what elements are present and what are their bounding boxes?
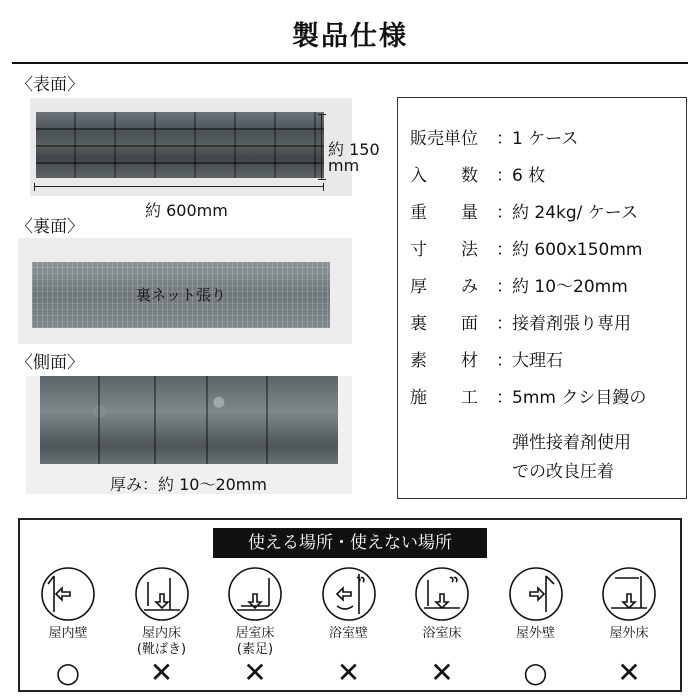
height-dimension-value: 約 150 bbox=[328, 140, 380, 159]
usage-place-label bbox=[402, 626, 482, 658]
spec-value: 約 600x150mm bbox=[512, 240, 643, 260]
usage-place-label bbox=[589, 626, 669, 658]
back-face-photo bbox=[18, 238, 352, 344]
spec-key: 施 工 bbox=[410, 388, 478, 408]
indoor-floor-shoes-icon bbox=[134, 566, 190, 622]
spec-key: 入 数 bbox=[410, 166, 478, 186]
spec-row bbox=[410, 309, 631, 334]
back-section-label: 〈裏面〉 bbox=[16, 217, 84, 237]
spec-row bbox=[410, 346, 563, 371]
usage-title: 使える場所・使えない場所 bbox=[213, 528, 487, 558]
spec-key: 寸 法 bbox=[410, 240, 478, 260]
usage-place bbox=[28, 566, 108, 688]
height-dimension-line bbox=[321, 114, 322, 180]
back-net-label: 裏ネット張り bbox=[135, 286, 226, 304]
usage-place bbox=[122, 566, 202, 688]
front-face-photo bbox=[30, 98, 352, 196]
spec-value-continuation: での改良圧着 bbox=[512, 462, 614, 482]
spec-key: 素 材 bbox=[410, 351, 478, 371]
stone-side-image bbox=[40, 376, 338, 464]
spec-key: 重 量 bbox=[410, 203, 478, 223]
side-face-photo bbox=[26, 376, 352, 494]
usage-place-label bbox=[215, 626, 295, 658]
spec-separator: ： bbox=[496, 129, 513, 149]
usage-place-name: 屋外壁 bbox=[515, 626, 555, 641]
spec-separator: ： bbox=[496, 277, 513, 297]
bathroom-floor-icon bbox=[414, 566, 470, 622]
spec-row bbox=[410, 198, 638, 223]
outdoor-wall-icon bbox=[508, 566, 564, 622]
spec-row bbox=[410, 272, 628, 297]
usage-place-label bbox=[309, 626, 389, 658]
usage-place bbox=[215, 566, 295, 688]
spec-key: 厚 み bbox=[410, 277, 478, 297]
usage-place bbox=[589, 566, 669, 688]
usage-place bbox=[496, 566, 576, 688]
spec-row bbox=[410, 383, 646, 408]
not-usable-mark: ✕ bbox=[617, 656, 641, 689]
spec-separator: ： bbox=[496, 388, 513, 408]
usage-place-label bbox=[28, 626, 108, 658]
usage-place-name: 浴室床 bbox=[422, 626, 462, 641]
spec-separator: ： bbox=[496, 314, 513, 334]
spec-key: 販売単位 bbox=[410, 129, 478, 149]
bathroom-wall-icon bbox=[321, 566, 377, 622]
usable-mark: ○ bbox=[55, 656, 81, 689]
not-usable-mark: ✕ bbox=[430, 656, 454, 689]
usage-place-subtitle: (素足) bbox=[236, 642, 274, 657]
title-divider bbox=[12, 62, 688, 64]
outdoor-floor-icon bbox=[601, 566, 657, 622]
thickness-label: 厚み：約 10〜20mm bbox=[106, 472, 271, 494]
stone-front-image bbox=[36, 112, 324, 178]
spec-row bbox=[410, 161, 545, 186]
spec-separator: ： bbox=[496, 203, 513, 223]
spec-value: 約 10〜20mm bbox=[512, 277, 628, 297]
spec-separator: ： bbox=[496, 351, 513, 371]
usage-place-name: 居室床 bbox=[235, 626, 275, 641]
usage-place-label bbox=[496, 626, 576, 658]
spec-row bbox=[410, 235, 642, 260]
usage-place bbox=[309, 566, 389, 688]
width-dimension-value: 約 600mm bbox=[145, 201, 228, 220]
height-dimension-unit: mm bbox=[328, 156, 360, 175]
usage-place bbox=[402, 566, 482, 688]
spec-value: 5mm クシ目鏝の bbox=[512, 388, 647, 408]
spec-value: 6 枚 bbox=[512, 166, 546, 186]
usable-mark: ○ bbox=[523, 656, 548, 689]
spec-separator: ： bbox=[496, 240, 513, 260]
spec-value: 1 ケース bbox=[512, 129, 579, 149]
usage-place-label bbox=[122, 626, 202, 658]
not-usable-mark: ✕ bbox=[243, 656, 267, 689]
indoor-wall-icon bbox=[40, 566, 96, 622]
spec-value-continuation: 弾性接着剤使用 bbox=[512, 433, 631, 453]
front-section-label: 〈表面〉 bbox=[16, 75, 84, 95]
usage-place-name: 浴室壁 bbox=[328, 626, 368, 641]
usage-place-name: 屋内床 bbox=[141, 626, 181, 641]
spec-value: 約 24kg/ ケース bbox=[512, 203, 638, 223]
not-usable-mark: ✕ bbox=[336, 656, 361, 689]
page-title: 製品仕様 bbox=[292, 21, 408, 52]
spec-row bbox=[410, 124, 578, 149]
spec-value: 大理石 bbox=[512, 351, 563, 371]
not-usable-mark: ✕ bbox=[149, 656, 174, 689]
usage-place-name: 屋外床 bbox=[609, 626, 649, 641]
usage-place-subtitle: (靴ばき) bbox=[136, 642, 187, 657]
spec-key: 裏 面 bbox=[410, 314, 478, 334]
width-dimension-line bbox=[34, 186, 324, 187]
side-section-label: 〈側面〉 bbox=[16, 353, 84, 373]
living-floor-barefoot-icon bbox=[227, 566, 283, 622]
spec-value: 接着剤張り専用 bbox=[512, 314, 631, 334]
usage-place-name: 屋内壁 bbox=[48, 626, 88, 641]
spec-separator: ： bbox=[496, 166, 513, 186]
stone-back-image bbox=[32, 262, 330, 328]
